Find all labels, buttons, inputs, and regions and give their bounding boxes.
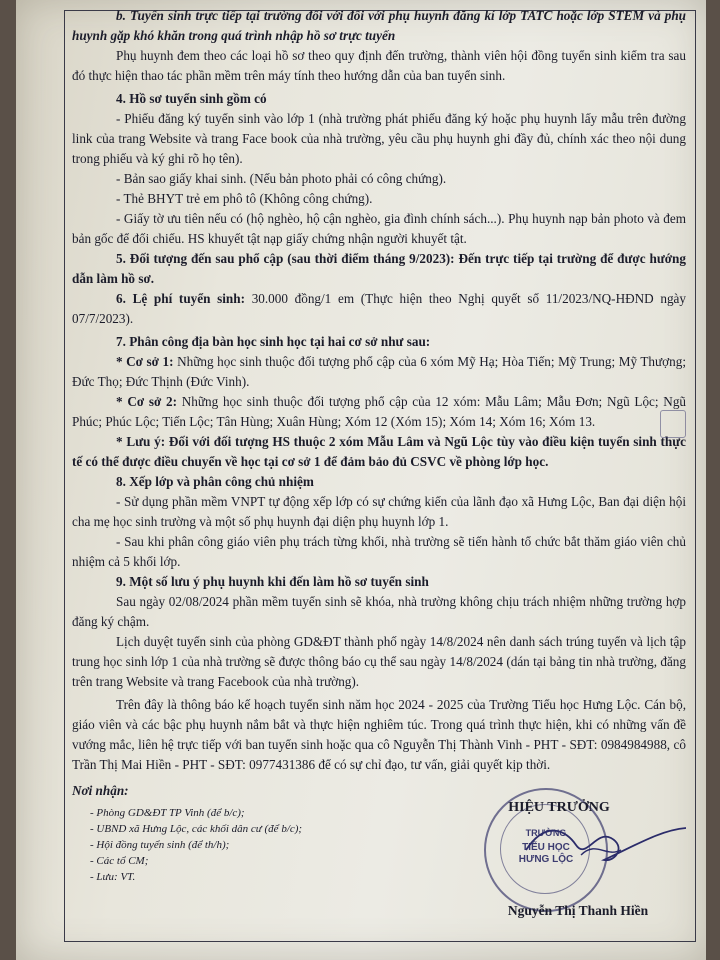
note-paragraph: * Lưu ý: Đối với đối tượng HS thuộc 2 xóm Mẫu Lâm và Ngũ Lộc tùy vào điều kiện tuyển sinh thực tế có thể được điều chuyển về học tại cơ sở 1 để đảm bảo đủ CSVC về phòng lớp học. [72, 434, 686, 469]
campus-2-paragraph [72, 392, 686, 432]
document-body [72, 6, 686, 885]
signature [486, 800, 686, 880]
section-6-text: 30.000 đồng/1 em (Thực hiện theo Nghị quyết số 11/2023/NQ-HĐND ngày 07/7/2023). [72, 291, 686, 326]
side-stamp-mark [660, 410, 686, 438]
section-7-heading: 7. Phân công địa bàn học sinh học tại hai cơ sở như sau: [116, 334, 431, 349]
paragraph: Sau ngày 02/08/2024 phần mềm tuyển sinh sẽ khóa, nhà trường không chịu trách nhiệm những trường hợp đăng ký chậm. [72, 594, 686, 629]
recipient-item: - Các tổ CM; [90, 855, 149, 867]
document-page [16, 0, 706, 960]
campus-1-text: Những học sinh thuộc đối tượng phổ cập của 6 xóm Mỹ Hạ; Hòa Tiến; Mỹ Trung; Mỹ Thượng; Đức Thọ; Đức Thịnh (Đức Vinh). [72, 354, 686, 389]
signer-title: HIỆU TRƯỞNG [508, 800, 610, 815]
paragraph: - Phiếu đăng ký tuyển sinh vào lớp 1 (nhà trường phát phiếu đăng ký hoặc phụ huynh lấy mẫu trên đường link của trang Website và trang Face book của nhà trường, yêu cầu phụ huynh ghi đầy đủ, chính xác theo nội dung trong phiếu và ký ghi rõ họ tên). [72, 111, 686, 166]
section-9-heading: 9. Một số lưu ý phụ huynh khi đến làm hồ sơ tuyển sinh [116, 574, 429, 589]
signer-name: Nguyễn Thị Thanh Hiền [507, 903, 649, 918]
recipients-label: Nơi nhận: [72, 783, 129, 798]
campus-2-label: * Cơ sở 2: [116, 394, 178, 409]
recipient-item: - UBND xã Hưng Lộc, các khối dân cư (để b/c); [90, 823, 303, 835]
recipient-item: - Lưu: VT. [90, 871, 136, 883]
paragraph: Lịch duyệt tuyển sinh của phòng GD&ĐT thành phố ngày 14/8/2024 nên danh sách trúng tuyển và lịch tập trung học sinh lớp 1 của nhà trường sẽ được thông báo cụ thể sau ngày 14/8/2024 (dán tại bảng tin nhà trường, đăng trên trang Website và trang Facebook của nhà trường). [72, 634, 686, 689]
seal-text-name: HƯNG LỘC [518, 854, 574, 865]
paragraph: - Giấy tờ ưu tiên nếu có (hộ nghèo, hộ cận nghèo, gia đình chính sách...). Phụ huynh nạp bản photo và đem bản gốc để đối chiếu. HS khuyết tật nạp giấy chứng nhận người khuyết tật. [72, 211, 686, 246]
paragraph: Phụ huynh đem theo các loại hồ sơ theo quy định đến trường, thành viên hội đồng tuyển sinh kiểm tra sau đó thực hiện thao tác phần mềm trên máy tính theo hướng dẫn của ban tuyển sinh. [72, 48, 686, 83]
section-b-heading: b. Tuyển sinh trực tiếp tại trường đối với đối với phụ huynh đăng kí lớp TATC hoặc lớp STEM và phụ huynh gặp khó khăn trong quá trình nhập hồ sơ trực tuyến [72, 8, 686, 43]
campus-1-label: * Cơ sở 1: [116, 354, 174, 369]
campus-1-paragraph [72, 352, 686, 392]
section-6-label: 6. Lệ phí tuyển sinh: [116, 291, 245, 306]
paragraph: - Thẻ BHYT trẻ em phô tô (Không công chứng). [116, 191, 373, 206]
paragraph: - Sau khi phân công giáo viên phụ trách từng khối, nhà trường sẽ tiến hành tổ chức bắt thăm giáo viên chủ nhiệm cả 5 khối lớp. [72, 534, 686, 569]
paragraph: - Sử dụng phần mềm VNPT tự động xếp lớp có sự chứng kiến của lãnh đạo xã Hưng Lộc, Ban đại diện hội cha mẹ học sinh trường và một số phụ huynh đại diện phụ huynh lớp 1. [72, 494, 686, 529]
seal-text-school: TRƯỜNG [525, 828, 567, 838]
seal-text-level: TIỂU HỌC [522, 842, 570, 853]
section-8-heading: 8. Xếp lớp và phân công chủ nhiệm [116, 474, 314, 489]
paragraph: - Bản sao giấy khai sinh. (Nếu bản photo phải có công chứng). [116, 171, 447, 186]
campus-2-text: Những học sinh thuộc đối tượng phổ cập của 12 xóm: Mẫu Lâm; Mẫu Đơn; Ngũ Lộc; Ngũ Phúc; Phúc Lộc; Tiến Lộc; Tân Hùng; Xuân Hùng; Xóm 12 (Xóm 15); Xóm 14; Xóm 16; Xóm 13. [72, 394, 687, 429]
section-4-heading: 4. Hồ sơ tuyển sinh gồm có [116, 91, 267, 106]
recipient-item: - Phòng GD&ĐT TP Vinh (để b/c); [90, 807, 245, 819]
section-6-paragraph [72, 289, 686, 329]
section-5-heading: 5. Đối tượng đến sau phổ cập (sau thời điểm tháng 9/2023): Đến trực tiếp tại trường để được hướng dẫn làm hồ sơ. [72, 251, 686, 286]
recipient-item: - Hội đồng tuyển sinh (để th/h); [90, 839, 230, 851]
closing-paragraph: Trên đây là thông báo kế hoạch tuyển sinh năm học 2024 - 2025 của Trường Tiểu học Hưng Lộc. Cán bộ, giáo viên và các bậc phụ huynh nắm bắt và thực hiện nghiêm túc. Trong quá trình thực hiện, khi có những vấn đề vướng mắc, liên hệ trực tiếp với ban tuyển sinh hoặc qua cô Nguyễn Thị Thành Vinh - PHT - SĐT: 0984984988, cô Trần Thị Mai Hiền - PHT - SĐT: 0977431386 để có sự chỉ đạo, tư vấn, giải quyết kịp thời. [72, 697, 686, 772]
